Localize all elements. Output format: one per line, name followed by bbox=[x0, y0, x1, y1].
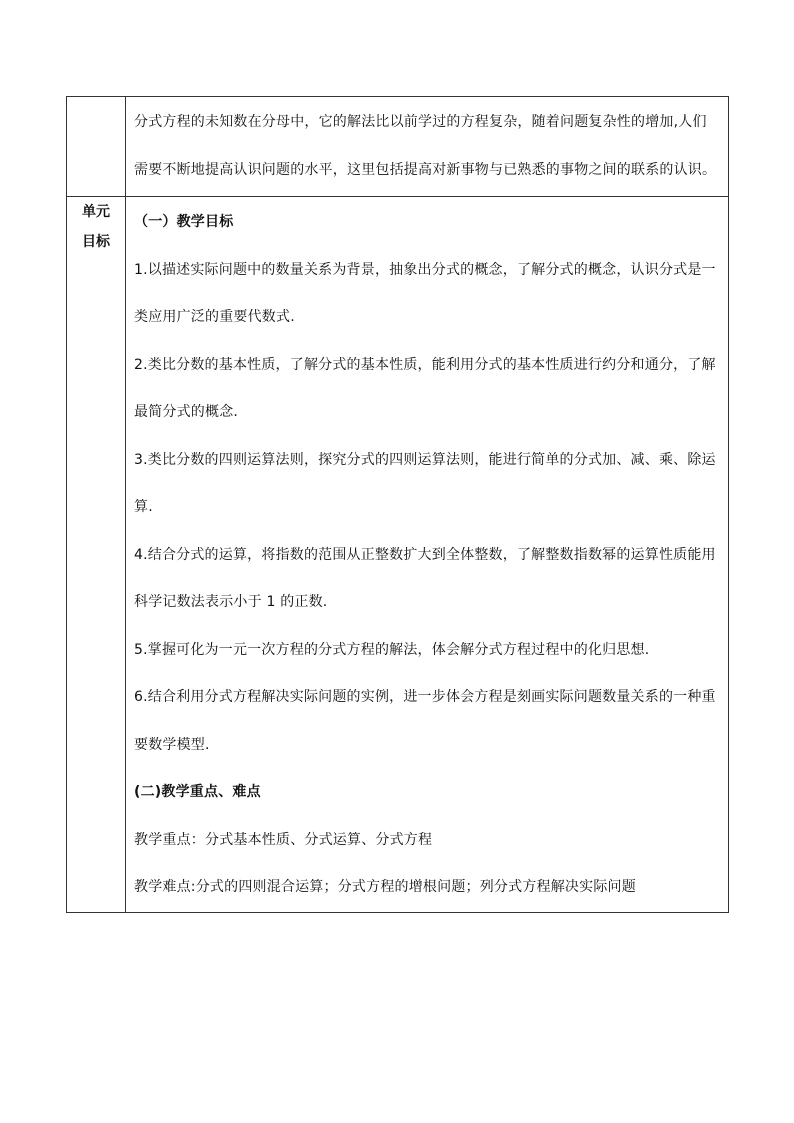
key-points-text: 教学重点：分式基本性质、分式运算、分式方程 bbox=[134, 831, 433, 848]
goal-item-4: 4.结合分式的运算，将指数的范围从正整数扩大到全体整数，了解整数指数幂的运算性质能用科学记数法表示小于 1 的正数. bbox=[134, 546, 716, 610]
goal-item-2: 2.类比分数的基本性质，了解分式的基本性质，能利用分式的基本性质进行约分和通分，了解最简分式的概念. bbox=[134, 356, 716, 420]
unit-goals-content-cell bbox=[126, 197, 729, 913]
intro-paragraph: 分式方程的未知数在分母中，它的解法比以前学过的方程复杂，随着问题复杂性的增加,人们需要不断地提高认识问题的水平，这里包括提高对新事物与已熟悉的事物之间的联系的认识。 bbox=[134, 114, 717, 178]
goal-item-5: 5.掌握可化为一元一次方程的分式方程的解法，体会解分式方程过程中的化归思想. bbox=[134, 641, 650, 658]
goal-item-6: 6.结合利用分式方程解决实际问题的实例，进一步体会方程是刻画实际问题数量关系的一种重要数学模型. bbox=[134, 689, 716, 753]
unit-goals-label-line2: 目标 bbox=[82, 234, 110, 250]
intro-content-cell bbox=[126, 97, 729, 197]
teaching-goals-heading: （一）教学目标 bbox=[134, 214, 234, 230]
intro-row bbox=[67, 97, 729, 197]
goal-item-3: 3.类比分数的四则运算法则，探究分式的四则运算法则，能进行简单的分式加、减、乘、除运算. bbox=[134, 451, 716, 515]
unit-goals-label-cell bbox=[67, 197, 126, 913]
difficult-points-text: 教学难点:分式的四则混合运算；分式方程的增根问题；列分式方程解决实际问题 bbox=[134, 879, 636, 895]
intro-label-cell bbox=[67, 97, 126, 197]
unit-plan-table bbox=[66, 96, 729, 913]
key-difficult-heading: (二)教学重点、难点 bbox=[134, 784, 261, 800]
unit-goals-row bbox=[67, 197, 729, 913]
goal-item-1: 1.以描述实际问题中的数量关系为背景，抽象出分式的概念，了解分式的概念，认识分式是一类应用广泛的重要代数式. bbox=[134, 261, 716, 325]
unit-goals-label-line1: 单元 bbox=[82, 204, 110, 220]
